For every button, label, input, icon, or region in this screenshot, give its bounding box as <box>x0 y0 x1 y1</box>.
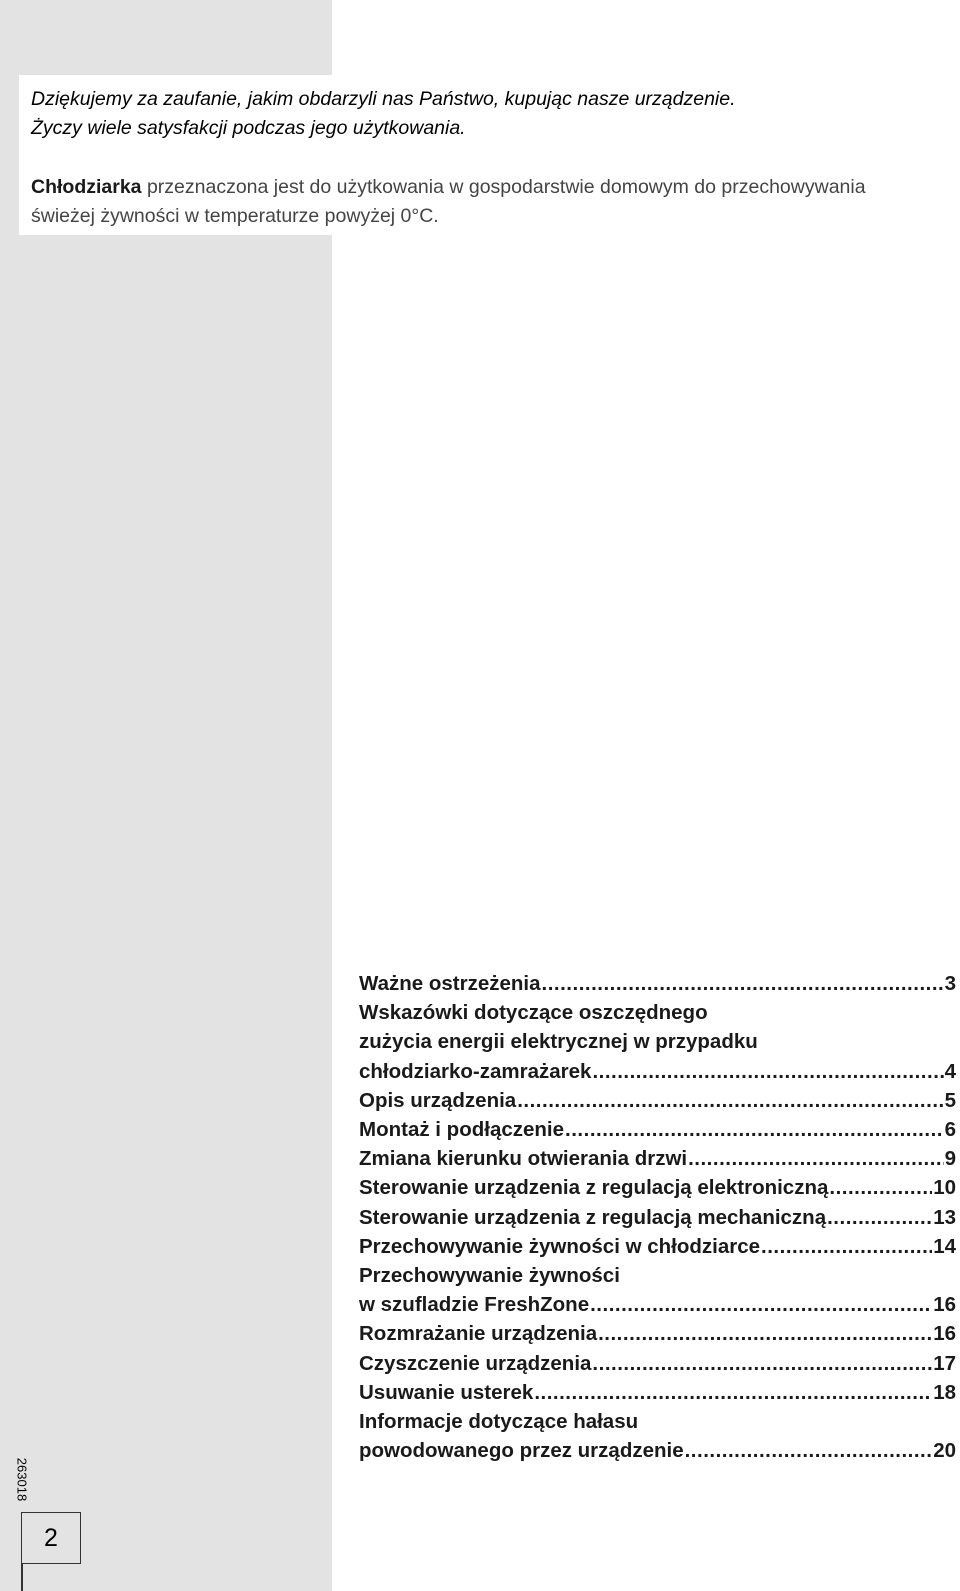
toc-page-number: 16 <box>933 1322 956 1346</box>
toc-dot-leader <box>592 1349 932 1378</box>
toc-page-number: 9 <box>944 1147 956 1171</box>
toc-entry-row <box>359 1290 956 1319</box>
toc-dot-leader <box>827 1203 932 1232</box>
toc-entry-title: Montaż i podłączenie <box>359 1118 565 1142</box>
page-number: 2 <box>44 1523 58 1552</box>
toc-entry[interactable] <box>359 1173 956 1202</box>
toc-entry-title: Rozmrażanie urządzenia <box>359 1322 598 1346</box>
document-code: 263018 <box>14 1457 30 1502</box>
toc-page-number: 4 <box>944 1059 956 1083</box>
toc-entry-row <box>359 1436 956 1465</box>
toc-entry[interactable] <box>359 1086 956 1115</box>
toc-page-number: 17 <box>933 1351 956 1375</box>
toc-page-number: 20 <box>933 1439 956 1463</box>
toc-entry[interactable] <box>359 1349 956 1378</box>
product-name: Chłodziarka <box>31 176 142 198</box>
toc-dot-leader <box>517 1086 943 1115</box>
toc-entry-row <box>359 1086 956 1115</box>
toc-entry-title-line: Informacje dotyczące hałasu <box>359 1410 639 1434</box>
toc-entry-title: Zmiana kierunku otwierania drzwi <box>359 1147 688 1171</box>
toc-entry[interactable] <box>359 1203 956 1232</box>
toc-entry-title: Sterowanie urządzenia z regulacją mechaniczną <box>359 1205 827 1229</box>
toc-entry[interactable] <box>359 1115 956 1144</box>
toc-entry-row <box>359 1319 956 1348</box>
toc-entry[interactable] <box>359 998 956 1086</box>
intro-description-line-1 <box>31 173 951 202</box>
toc-entry-row <box>359 1115 956 1144</box>
toc-entry-row <box>359 1349 956 1378</box>
intro-description <box>31 173 951 231</box>
page-number-box <box>21 1512 81 1564</box>
toc-entry[interactable] <box>359 1378 956 1407</box>
toc-entry[interactable] <box>359 1319 956 1348</box>
page-box-line <box>21 1563 23 1591</box>
toc-entry[interactable] <box>359 1232 956 1261</box>
toc-entry-title-line: Wskazówki dotyczące oszczędnego <box>359 1001 708 1025</box>
toc-dot-leader <box>590 1290 932 1319</box>
toc-entry[interactable] <box>359 1407 956 1465</box>
toc-dot-leader <box>592 1057 943 1086</box>
toc-entry[interactable] <box>359 1144 956 1173</box>
toc-dot-leader <box>565 1115 944 1144</box>
toc-entry-title: Sterowanie urządzenia z regulacją elektroniczną <box>359 1176 829 1200</box>
toc-page-number: 10 <box>933 1176 956 1200</box>
toc-entry-row <box>359 1057 956 1086</box>
toc-entry[interactable] <box>359 969 956 998</box>
toc-entry-row <box>359 1144 956 1173</box>
toc-entry-row <box>359 1232 956 1261</box>
toc-entry-row <box>359 1203 956 1232</box>
intro-description-line-2: świeżej żywności w temperaturze powyżej 0°C. <box>31 205 439 227</box>
toc-entry-title: Opis urządzenia <box>359 1088 517 1112</box>
toc-entry-title: Usuwanie usterek <box>359 1380 534 1404</box>
toc-dot-leader <box>685 1436 933 1465</box>
toc-entry-title: Ważne ostrzeżenia <box>359 972 541 995</box>
toc-dot-leader <box>761 1232 932 1261</box>
toc-entry-title: powodowanego przez urządzenie <box>359 1439 684 1463</box>
toc-page-number: 14 <box>933 1234 956 1258</box>
toc-dot-leader <box>534 1378 932 1407</box>
toc-entry[interactable] <box>359 1261 956 1319</box>
toc-page-number: 13 <box>933 1205 956 1229</box>
toc-page-number: 5 <box>944 1088 956 1112</box>
left-gray-panel <box>0 0 332 1591</box>
toc-page-number: 3 <box>944 972 956 995</box>
toc-entry-row <box>359 969 956 998</box>
toc-dot-leader <box>542 969 944 998</box>
toc-entry-row <box>359 1173 956 1202</box>
toc-page-number: 18 <box>933 1380 956 1404</box>
toc-entry-title-line: zużycia energii elektrycznej w przypadku <box>359 1030 758 1054</box>
toc-entry-title: chłodziarko-zamrażarek <box>359 1059 592 1083</box>
intro-thanks <box>31 85 951 143</box>
toc-entry-title-line: Przechowywanie żywności <box>359 1264 620 1288</box>
toc-page-number: 16 <box>933 1293 956 1317</box>
intro-description-rest: przeznaczona jest do użytkowania w gospodarstwie domowym do przechowywania <box>141 176 866 198</box>
toc-entry-title: Czyszczenie urządzenia <box>359 1351 592 1375</box>
intro-thanks-line-1: Dziękujemy za zaufanie, jakim obdarzyli nas Państwo, kupując nasze urządzenie. <box>31 88 736 110</box>
toc-entry-title: Przechowywanie żywności w chłodziarce <box>359 1234 761 1258</box>
intro-thanks-line-2: Życzy wiele satysfakcji podczas jego użytkowania. <box>31 117 466 139</box>
toc-entry-row <box>359 1378 956 1407</box>
table-of-contents <box>359 969 956 1465</box>
toc-page-number: 6 <box>944 1118 956 1142</box>
toc-dot-leader <box>688 1144 944 1173</box>
toc-dot-leader <box>598 1319 932 1348</box>
toc-entry-title: w szufladzie FreshZone <box>359 1293 590 1317</box>
toc-dot-leader <box>829 1173 932 1202</box>
